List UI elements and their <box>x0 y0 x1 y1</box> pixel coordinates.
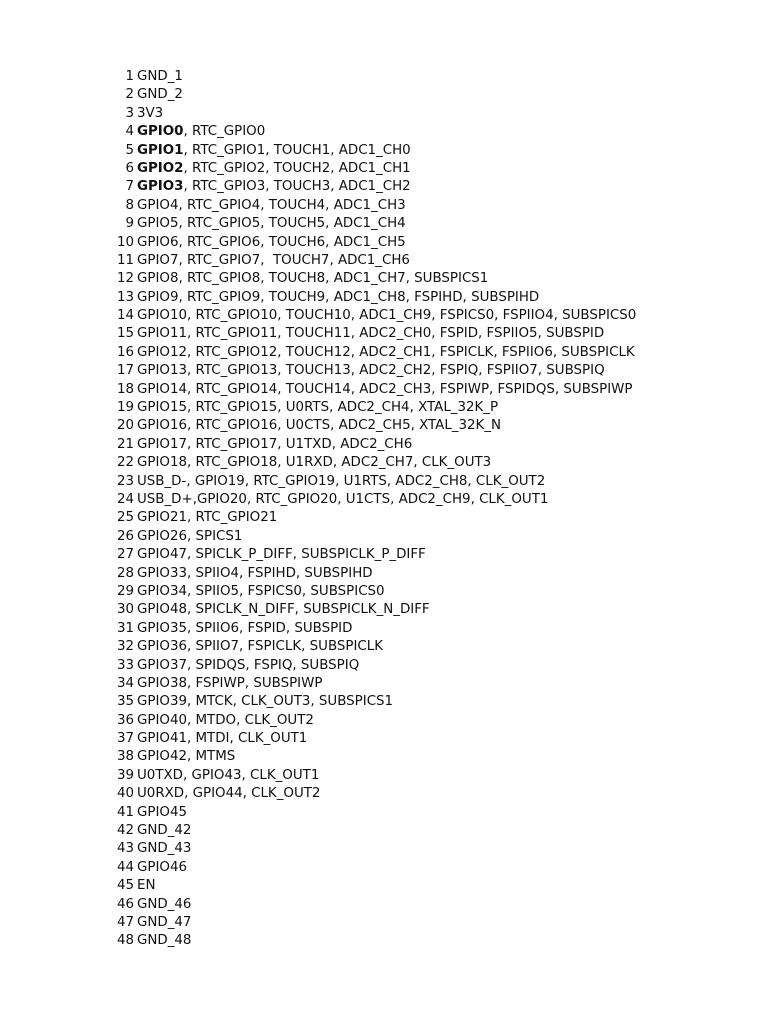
pin-alt-functions: ,GPIO20, RTC_GPIO20, U1CTS, ADC2_CH9, CLK_OUT1 <box>192 491 549 507</box>
pin-row <box>0 638 768 656</box>
pin-row <box>0 160 768 178</box>
pin-signals <box>137 528 242 546</box>
pin-number: 25 <box>116 510 134 526</box>
pin-row <box>0 252 768 270</box>
pin-signals <box>137 234 406 252</box>
pin-number: 29 <box>116 583 134 599</box>
pin-alt-functions: , GPIO44, CLK_OUT2 <box>184 786 321 802</box>
pin-primary-signal: GPIO4 <box>137 197 179 213</box>
pin-primary-signal: GND_46 <box>137 896 192 912</box>
pin-number: 27 <box>116 547 134 563</box>
pin-alt-functions: , FSPIWP, SUBSPIWP <box>186 675 323 691</box>
pin-number: 31 <box>116 620 134 636</box>
pin-row <box>0 693 768 711</box>
pin-row <box>0 822 768 840</box>
pin-signals <box>137 804 187 822</box>
pin-row <box>0 546 768 564</box>
pin-signals <box>137 822 191 840</box>
pin-signals <box>137 546 426 564</box>
pin-primary-signal: GPIO18 <box>137 455 187 471</box>
pin-signals <box>137 675 322 693</box>
pin-alt-functions: , RTC_GPIO1, TOUCH1, ADC1_CH0 <box>183 142 411 158</box>
pin-signals <box>137 748 235 766</box>
pin-signals <box>137 730 307 748</box>
pin-number: 9 <box>125 216 134 232</box>
pin-number: 1 <box>125 69 134 84</box>
pin-row <box>0 785 768 803</box>
pin-row <box>0 509 768 527</box>
pin-row <box>0 454 768 472</box>
pin-alt-functions: , RTC_GPIO12, TOUCH12, ADC2_CH1, FSPICLK, FSPIIO6, SUBSPICLK <box>186 344 635 360</box>
pin-row <box>0 859 768 877</box>
pin-number: 34 <box>116 675 134 691</box>
pin-number: 18 <box>116 381 134 397</box>
pin-alt-functions: , MTDI, CLK_OUT1 <box>186 731 308 747</box>
pin-row <box>0 325 768 343</box>
pin-signals <box>137 68 183 86</box>
pin-signals <box>137 620 352 638</box>
pin-alt-functions: , MTDO, CLK_OUT2 <box>186 712 314 728</box>
pin-primary-signal: GPIO26 <box>137 528 187 544</box>
pin-primary-signal: GPIO37 <box>137 657 187 673</box>
pin-number: 21 <box>116 436 134 452</box>
pin-row <box>0 601 768 619</box>
pin-alt-functions: , RTC_GPIO6, TOUCH6, ADC1_CH5 <box>178 234 406 250</box>
pin-number: 32 <box>116 639 134 655</box>
pin-number: 7 <box>125 179 134 195</box>
pin-primary-signal: GPIO5 <box>137 216 179 232</box>
pin-alt-functions: , RTC_GPIO9, TOUCH9, ADC1_CH8, FSPIHD, SUBSPIHD <box>178 289 540 305</box>
pin-alt-functions: , RTC_GPIO10, TOUCH10, ADC1_CH9, FSPICS0, FSPIIO4, SUBSPICS0 <box>186 308 637 324</box>
pin-primary-signal: GND_1 <box>137 69 183 84</box>
pin-signals <box>137 454 491 472</box>
pin-row <box>0 234 768 252</box>
pin-number: 46 <box>116 896 134 912</box>
pin-number: 13 <box>116 289 134 305</box>
pin-primary-signal: USB_D- <box>137 473 187 489</box>
pin-signals <box>137 914 191 932</box>
pin-primary-signal: GPIO13 <box>137 363 187 379</box>
pin-primary-signal: GND_2 <box>137 87 183 103</box>
pin-row <box>0 730 768 748</box>
pin-number: 33 <box>116 657 134 673</box>
pin-alt-functions: , SPIIO4, FSPIHD, SUBSPIHD <box>186 565 373 581</box>
pin-primary-signal: GPIO42 <box>137 749 187 765</box>
pin-number: 4 <box>125 124 134 140</box>
pin-primary-signal: USB_D+ <box>137 491 193 507</box>
pin-list <box>0 68 768 951</box>
pin-signals <box>137 859 187 877</box>
pin-signals <box>137 197 406 215</box>
pin-alt-functions: , SPICLK_N_DIFF, SUBSPICLK_N_DIFF <box>186 602 430 618</box>
pin-signals <box>137 362 605 380</box>
pin-primary-signal: GPIO17 <box>137 436 187 452</box>
pin-alt-functions: , MTCK, CLK_OUT3, SUBSPICS1 <box>186 694 394 710</box>
pin-row <box>0 804 768 822</box>
pin-signals <box>137 840 191 858</box>
pin-signals <box>137 565 373 583</box>
pin-alt-functions: , RTC_GPIO21 <box>186 510 278 526</box>
pin-signals <box>137 896 191 914</box>
pin-alt-functions: , RTC_GPIO18, U1RXD, ADC2_CH7, CLK_OUT3 <box>186 455 492 471</box>
pin-primary-signal: GPIO39 <box>137 694 187 710</box>
pin-row <box>0 473 768 491</box>
pin-number: 35 <box>116 694 134 710</box>
pin-alt-functions: , GPIO43, CLK_OUT1 <box>183 767 320 783</box>
pin-number: 48 <box>116 933 134 949</box>
pin-number: 43 <box>116 841 134 857</box>
pin-number: 16 <box>116 344 134 360</box>
pin-primary-signal: GPIO46 <box>137 859 187 875</box>
pin-primary-signal: GPIO6 <box>137 234 179 250</box>
pin-number: 39 <box>116 767 134 783</box>
pin-primary-signal: GPIO9 <box>137 289 179 305</box>
pin-primary-signal: GND_47 <box>137 914 192 930</box>
pin-signals <box>137 142 411 160</box>
pin-signals <box>137 583 385 601</box>
pin-primary-signal: GPIO3 <box>137 179 184 195</box>
pin-alt-functions: , RTC_GPIO13, TOUCH13, ADC2_CH2, FSPIQ, FSPIIO7, SUBSPIQ <box>186 363 605 379</box>
pin-alt-functions: , RTC_GPIO8, TOUCH8, ADC1_CH7, SUBSPICS1 <box>178 271 489 287</box>
pin-row <box>0 436 768 454</box>
pin-number: 5 <box>125 142 134 158</box>
pin-signals <box>137 381 633 399</box>
pin-number: 44 <box>116 859 134 875</box>
pin-alt-functions: , RTC_GPIO0 <box>183 124 266 140</box>
pin-alt-functions: , RTC_GPIO3, TOUCH3, ADC1_CH2 <box>183 179 411 195</box>
pin-number: 42 <box>116 823 134 839</box>
pin-alt-functions: , SPIIO6, FSPID, SUBSPID <box>186 620 353 636</box>
pin-row <box>0 583 768 601</box>
pin-row <box>0 657 768 675</box>
pin-signals <box>137 491 548 509</box>
pin-primary-signal: GPIO10 <box>137 308 187 324</box>
pin-alt-functions: , SPIDQS, FSPIQ, SUBSPIQ <box>186 657 360 673</box>
pin-primary-signal: GND_43 <box>137 841 192 857</box>
pin-signals <box>137 657 359 675</box>
pin-row <box>0 105 768 123</box>
pin-row <box>0 270 768 288</box>
pin-primary-signal: GPIO8 <box>137 271 179 287</box>
pin-number: 28 <box>116 565 134 581</box>
pin-number: 41 <box>116 804 134 820</box>
pin-signals <box>137 252 410 270</box>
pin-primary-signal: U0TXD <box>137 767 183 783</box>
pin-row <box>0 896 768 914</box>
pin-primary-signal: GPIO34 <box>137 583 187 599</box>
pin-row <box>0 840 768 858</box>
pin-number: 3 <box>125 105 134 121</box>
pin-primary-signal: GPIO16 <box>137 418 187 434</box>
pin-number: 14 <box>116 308 134 324</box>
pin-number: 45 <box>116 878 134 894</box>
pin-number: 17 <box>116 363 134 379</box>
pin-signals <box>137 767 319 785</box>
pin-number: 19 <box>116 400 134 416</box>
pin-primary-signal: 3V3 <box>137 105 164 121</box>
pin-number: 11 <box>116 252 134 268</box>
pin-signals <box>137 932 191 950</box>
pin-signals <box>137 638 383 656</box>
pin-primary-signal: GPIO7 <box>137 252 179 268</box>
pin-primary-signal: U0RXD <box>137 786 185 802</box>
pin-row <box>0 344 768 362</box>
pin-alt-functions: , RTC_GPIO7, TOUCH7, ADC1_CH6 <box>178 252 410 268</box>
pin-alt-functions: , GPIO19, RTC_GPIO19, U1RTS, ADC2_CH8, CLK_OUT2 <box>186 473 546 489</box>
pin-signals <box>137 123 265 141</box>
pin-signals <box>137 601 430 619</box>
pin-row <box>0 417 768 435</box>
pin-primary-signal: GND_42 <box>137 823 192 839</box>
pin-row <box>0 289 768 307</box>
pin-row <box>0 914 768 932</box>
pin-primary-signal: EN <box>137 878 156 894</box>
pin-row <box>0 932 768 950</box>
pin-signals <box>137 712 314 730</box>
pin-primary-signal: GPIO47 <box>137 547 187 563</box>
pin-number: 8 <box>125 197 134 213</box>
pin-primary-signal: GPIO2 <box>137 160 184 176</box>
pin-alt-functions: , SPICLK_P_DIFF, SUBSPICLK_P_DIFF <box>186 547 426 563</box>
pin-alt-functions: , RTC_GPIO5, TOUCH5, ADC1_CH4 <box>178 216 406 232</box>
pin-primary-signal: GPIO15 <box>137 400 187 416</box>
pin-primary-signal: GPIO38 <box>137 675 187 691</box>
pin-number: 15 <box>116 326 134 342</box>
pin-row <box>0 86 768 104</box>
pin-alt-functions: , RTC_GPIO11, TOUCH11, ADC2_CH0, FSPID, FSPIIO5, SUBSPID <box>186 326 605 342</box>
pin-number: 20 <box>116 418 134 434</box>
pin-row <box>0 68 768 86</box>
pin-row <box>0 675 768 693</box>
pin-primary-signal: GPIO1 <box>137 142 184 158</box>
pin-row <box>0 197 768 215</box>
pin-number: 24 <box>116 491 134 507</box>
pin-signals <box>137 178 411 196</box>
pin-row <box>0 748 768 766</box>
pin-signals <box>137 509 277 527</box>
pin-primary-signal: GPIO21 <box>137 510 187 526</box>
pin-row <box>0 307 768 325</box>
pin-alt-functions: , SPICS1 <box>186 528 243 544</box>
pin-number: 10 <box>116 234 134 250</box>
pin-primary-signal: GPIO11 <box>137 326 187 342</box>
pin-alt-functions: , RTC_GPIO14, TOUCH14, ADC2_CH3, FSPIWP, FSPIDQS, SUBSPIWP <box>186 381 633 397</box>
pin-alt-functions: , RTC_GPIO4, TOUCH4, ADC1_CH3 <box>178 197 406 213</box>
pin-row <box>0 528 768 546</box>
pin-row <box>0 767 768 785</box>
pin-primary-signal: GPIO48 <box>137 602 187 618</box>
pin-row <box>0 491 768 509</box>
pin-row <box>0 215 768 233</box>
pin-number: 2 <box>125 87 134 103</box>
pin-row <box>0 362 768 380</box>
pin-alt-functions: , MTMS <box>186 749 236 765</box>
pin-signals <box>137 160 411 178</box>
pin-signals <box>137 325 604 343</box>
pin-alt-functions: , SPIIO5, FSPICS0, SUBSPICS0 <box>186 583 385 599</box>
pin-signals <box>137 473 545 491</box>
pin-number: 36 <box>116 712 134 728</box>
pin-signals <box>137 344 635 362</box>
pin-row <box>0 620 768 638</box>
pin-primary-signal: GPIO41 <box>137 731 187 747</box>
pin-number: 26 <box>116 528 134 544</box>
pin-number: 30 <box>116 602 134 618</box>
pin-number: 23 <box>116 473 134 489</box>
pin-signals <box>137 877 155 895</box>
pin-primary-signal: GPIO36 <box>137 639 187 655</box>
pin-alt-functions: , RTC_GPIO17, U1TXD, ADC2_CH6 <box>186 436 413 452</box>
pin-primary-signal: GPIO33 <box>137 565 187 581</box>
pin-number: 22 <box>116 455 134 471</box>
pin-alt-functions: , RTC_GPIO2, TOUCH2, ADC1_CH1 <box>183 160 411 176</box>
pin-signals <box>137 399 498 417</box>
pin-number: 40 <box>116 786 134 802</box>
pin-row <box>0 123 768 141</box>
pin-signals <box>137 436 412 454</box>
pin-row <box>0 142 768 160</box>
pin-signals <box>137 270 488 288</box>
pin-signals <box>137 307 636 325</box>
pin-primary-signal: GPIO12 <box>137 344 187 360</box>
pin-alt-functions: , RTC_GPIO16, U0CTS, ADC2_CH5, XTAL_32K_N <box>186 418 502 434</box>
pin-signals <box>137 693 393 711</box>
pin-number: 37 <box>116 731 134 747</box>
pin-signals <box>137 215 406 233</box>
pin-number: 12 <box>116 271 134 287</box>
pin-number: 47 <box>116 914 134 930</box>
pin-primary-signal: GND_48 <box>137 933 192 949</box>
pin-row <box>0 712 768 730</box>
pin-primary-signal: GPIO45 <box>137 804 187 820</box>
pin-row <box>0 565 768 583</box>
pin-primary-signal: GPIO14 <box>137 381 187 397</box>
pin-row <box>0 399 768 417</box>
pin-alt-functions: , RTC_GPIO15, U0RTS, ADC2_CH4, XTAL_32K_P <box>186 400 499 416</box>
pin-signals <box>137 785 320 803</box>
pin-row <box>0 877 768 895</box>
pin-signals <box>137 86 183 104</box>
pin-signals <box>137 417 501 435</box>
pin-row <box>0 381 768 399</box>
pin-alt-functions: , SPIIO7, FSPICLK, SUBSPICLK <box>186 639 384 655</box>
pin-number: 38 <box>116 749 134 765</box>
pin-signals <box>137 289 539 307</box>
pin-primary-signal: GPIO35 <box>137 620 187 636</box>
pin-primary-signal: GPIO0 <box>137 124 184 140</box>
pin-primary-signal: GPIO40 <box>137 712 187 728</box>
pin-row <box>0 178 768 196</box>
pin-signals <box>137 105 163 123</box>
pin-number: 6 <box>125 160 134 176</box>
